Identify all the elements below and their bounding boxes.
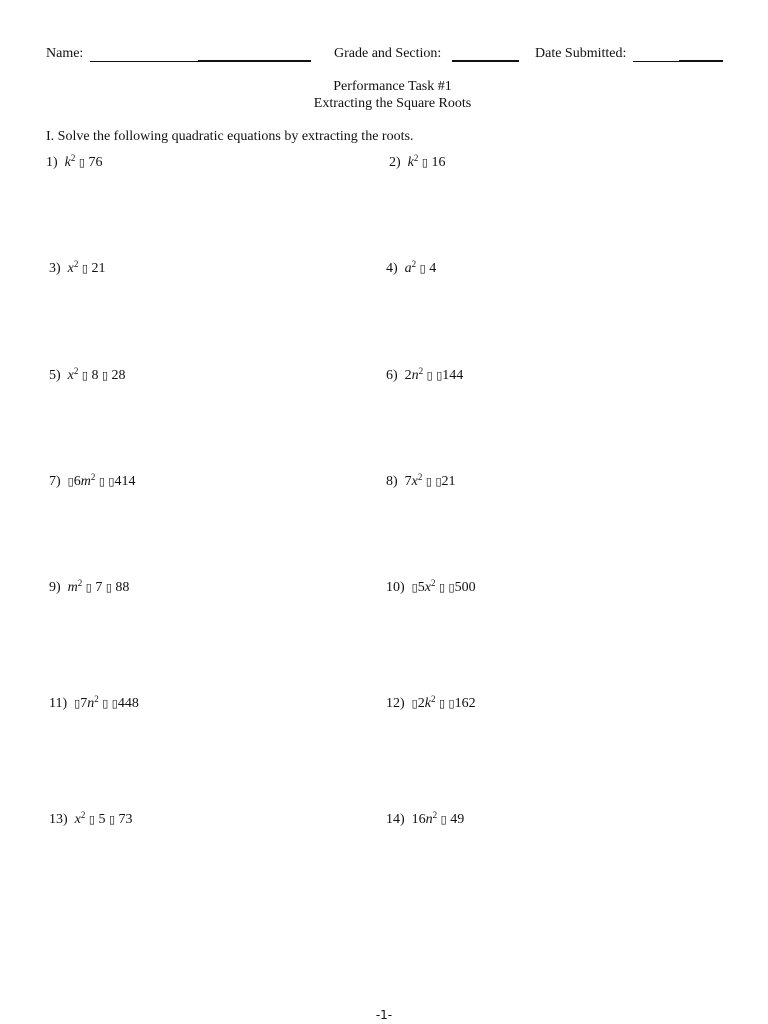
grade-section-label: Grade and Section: bbox=[334, 46, 442, 61]
problem-number: 3) bbox=[49, 261, 61, 276]
name-blank-line[interactable] bbox=[90, 61, 198, 62]
name-blank-line-extension bbox=[198, 60, 311, 62]
problem-item bbox=[46, 155, 102, 171]
problem-equation: $16n^2$ ▯ 49 bbox=[411, 810, 465, 827]
grade-section-blank-line[interactable] bbox=[452, 60, 519, 62]
task-title: Performance Task #1 bbox=[333, 79, 452, 94]
problem-item bbox=[49, 368, 126, 384]
problem-item bbox=[386, 812, 464, 828]
problem-number: 6) bbox=[386, 368, 398, 383]
problem-equation: $▯7n^2$ ▯ ▯448 bbox=[74, 694, 139, 711]
instructions: I. Solve the following quadratic equations by extracting the roots. bbox=[46, 129, 414, 144]
problem-item bbox=[49, 580, 129, 596]
problem-item bbox=[49, 261, 105, 277]
problem-equation: $m^2$ ▯ 7 ▯ 88 bbox=[67, 578, 130, 595]
date-submitted-blank-line[interactable] bbox=[633, 61, 679, 62]
problem-equation: $7x^2$ ▯ ▯21 bbox=[404, 472, 456, 489]
problem-number: 7) bbox=[49, 474, 61, 489]
problem-item bbox=[386, 368, 463, 384]
problem-number: 4) bbox=[386, 261, 398, 276]
problem-number: 9) bbox=[49, 580, 61, 595]
problem-number: 14) bbox=[386, 812, 405, 827]
problem-item bbox=[49, 812, 133, 828]
name-label: Name: bbox=[46, 46, 84, 61]
problem-equation: $k^2$ ▯ 16 bbox=[407, 153, 446, 170]
problem-item bbox=[389, 155, 445, 171]
problem-equation: $▯5x^2$ ▯ ▯500 bbox=[411, 578, 476, 595]
problem-equation: $2n^2$ ▯ ▯144 bbox=[404, 366, 464, 383]
problem-equation: $x^2$ ▯ 8 ▯ 28 bbox=[67, 366, 126, 383]
date-submitted-blank-line-extension bbox=[679, 60, 723, 62]
problem-number: 10) bbox=[386, 580, 405, 595]
page-number: -1- bbox=[375, 1008, 393, 1022]
problem-item bbox=[49, 474, 135, 490]
problem-equation: $x^2$ ▯ 21 bbox=[67, 259, 106, 276]
problem-number: 13) bbox=[49, 812, 68, 827]
problem-item bbox=[386, 261, 436, 277]
problem-equation: $k^2$ ▯ 76 bbox=[64, 153, 103, 170]
problem-item bbox=[386, 580, 476, 596]
problem-item bbox=[49, 696, 139, 712]
problem-number: 5) bbox=[49, 368, 61, 383]
problem-number: 12) bbox=[386, 696, 405, 711]
problem-number: 1) bbox=[46, 155, 58, 170]
problem-equation: $a^2$ ▯ 4 bbox=[404, 259, 437, 276]
problem-equation: $▯6m^2$ ▯ ▯414 bbox=[67, 472, 136, 489]
problem-item bbox=[386, 696, 476, 712]
problem-equation: $x^2$ ▯ 5 ▯ 73 bbox=[74, 810, 133, 827]
problem-equation: $▯2k^2$ ▯ ▯162 bbox=[411, 694, 476, 711]
task-subtitle: Extracting the Square Roots bbox=[313, 96, 472, 111]
problem-number: 11) bbox=[49, 696, 68, 711]
problem-item bbox=[386, 474, 456, 490]
date-submitted-label: Date Submitted: bbox=[535, 46, 627, 61]
problem-number: 8) bbox=[386, 474, 398, 489]
problem-number: 2) bbox=[389, 155, 401, 170]
